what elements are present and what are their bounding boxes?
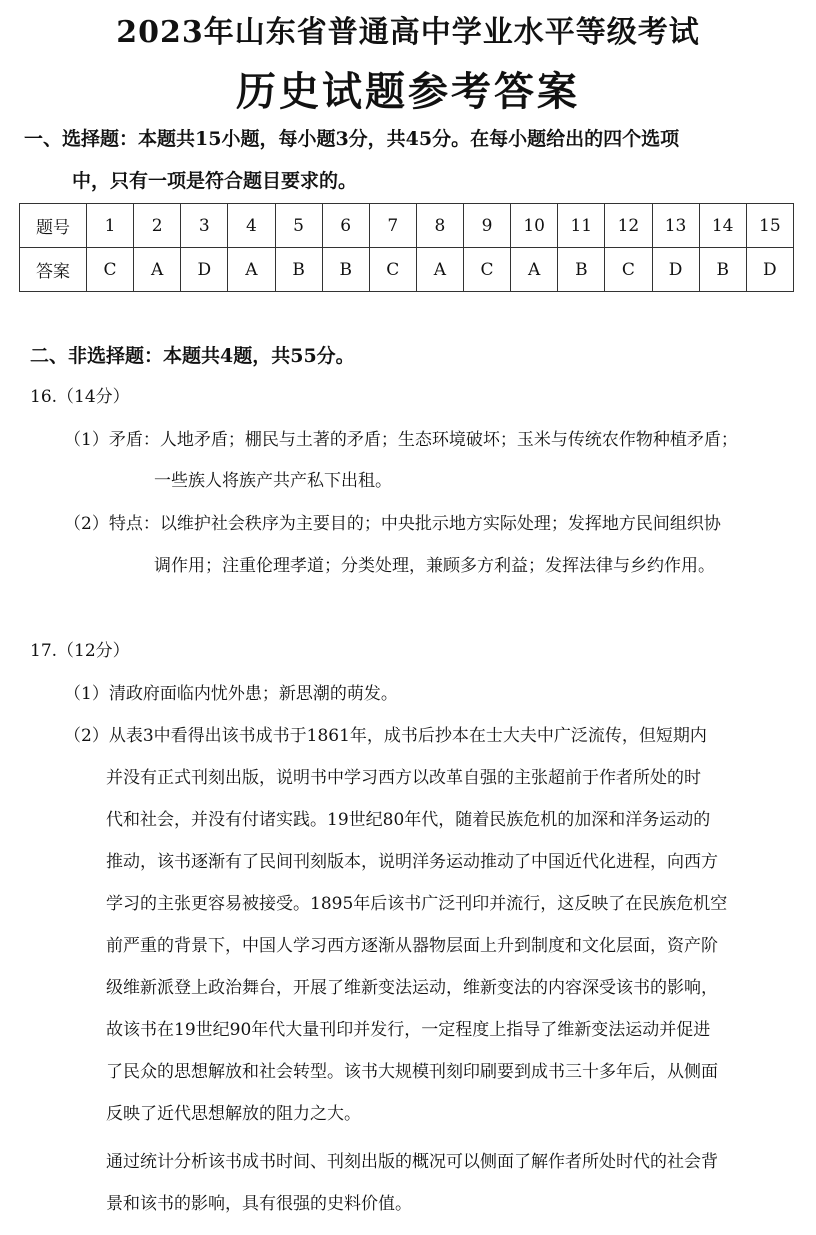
q17-part2-line: 推动，该书逐渐有了民间刊刻版本，说明洋务运动推动了中国近代化进程，向西方 [106, 852, 718, 872]
table-row-numbers [20, 204, 794, 248]
table-cell: D [181, 248, 228, 292]
table-cell: A [228, 248, 275, 292]
answer-table [19, 203, 794, 292]
table-cell: B [322, 248, 369, 292]
q16-part1-line2: 一些族人将族产共产私下出租。 [154, 471, 392, 491]
table-cell: A [416, 248, 463, 292]
table-cell: C [464, 248, 511, 292]
table-cell: A [511, 248, 558, 292]
table-cell: 13 [652, 204, 699, 248]
q17-part2-line: 前严重的背景下，中国人学习西方逐渐从器物层面上升到制度和文化层面，资产阶 [106, 936, 718, 956]
q17-part2-line: 学习的主张更容易被接受。1895年后该书广泛刊印并流行，这反映了在民族危机空 [106, 894, 728, 914]
q17-part2-line: 故该书在19世纪90年代大量刊印并发行，一定程度上指导了维新变法运动并促进 [106, 1020, 711, 1040]
q16-label: 16.（14分） [30, 387, 130, 407]
table-cell: C [87, 248, 134, 292]
table-cell: A [134, 248, 181, 292]
q17-part2-line: （2）从表3中看得出该书成书于1861年，成书后抄本在士大夫中广泛流传，但短期内 [64, 726, 707, 746]
q17-part3-line: 通过统计分析该书成书时间、刊刻出版的概况可以侧面了解作者所处时代的社会背 [106, 1152, 718, 1172]
q17-part3-line: 景和该书的影响，具有很强的史料价值。 [106, 1194, 412, 1214]
table-cell: 15 [746, 204, 793, 248]
table-row-answers [20, 248, 794, 292]
row-label-number: 题号 [20, 204, 87, 248]
q17-label: 17.（12分） [30, 641, 130, 661]
document-title: 2023年山东省普通高中学业水平等级考试 [116, 15, 700, 50]
table-cell: 6 [322, 204, 369, 248]
table-cell: B [275, 248, 322, 292]
table-cell: 3 [181, 204, 228, 248]
table-cell: 9 [464, 204, 511, 248]
q17-part2-line: 代和社会，并没有付诸实践。19世纪80年代，随着民族危机的加深和洋务运动的 [106, 810, 711, 830]
q17-part2-line: 并没有正式刊刻出版，说明书中学习西方以改革自强的主张超前于作者所处的时 [106, 768, 701, 788]
q17-part2-line: 了民众的思想解放和社会转型。该书大规模刊刻印刷要到成书三十多年后，从侧面 [106, 1062, 718, 1082]
document-subtitle: 历史试题参考答案 [236, 68, 580, 115]
row-label-answer: 答案 [20, 248, 87, 292]
table-cell: 14 [699, 204, 746, 248]
table-cell: 10 [511, 204, 558, 248]
q17-part1: （1）清政府面临内忧外患；新思潮的萌发。 [64, 684, 398, 704]
q17-part2-line: 级维新派登上政治舞台，开展了维新变法运动，维新变法的内容深受该书的影响， [106, 978, 718, 998]
table-cell: 2 [134, 204, 181, 248]
q16-part1-line1: （1）矛盾：人地矛盾；棚民与土著的矛盾；生态环境破坏；玉米与传统农作物种植矛盾； [64, 430, 738, 450]
section1-heading-line1: 一、选择题：本题共15小题，每小题3分，共45分。在每小题给出的四个选项 [24, 128, 680, 150]
section2-heading: 二、非选择题：本题共4题，共55分。 [30, 345, 355, 367]
q16-part2-line1: （2）特点：以维护社会秩序为主要目的；中央批示地方实际处理；发挥地方民间组织协 [64, 514, 721, 534]
table-cell: 4 [228, 204, 275, 248]
table-cell: C [605, 248, 652, 292]
table-cell: 5 [275, 204, 322, 248]
table-cell: 7 [369, 204, 416, 248]
table-cell: 11 [558, 204, 605, 248]
section1-heading-line2: 中，只有一项是符合题目要求的。 [72, 170, 358, 192]
table-cell: B [699, 248, 746, 292]
table-cell: B [558, 248, 605, 292]
table-cell: D [652, 248, 699, 292]
table-cell: 8 [416, 204, 463, 248]
table-cell: D [746, 248, 793, 292]
q16-part2-line2: 调作用；注重伦理孝道；分类处理，兼顾多方利益；发挥法律与乡约作用。 [154, 556, 715, 576]
table-cell: C [369, 248, 416, 292]
table-cell: 1 [87, 204, 134, 248]
table-cell: 12 [605, 204, 652, 248]
q17-part2-line: 反映了近代思想解放的阻力之大。 [106, 1104, 361, 1124]
